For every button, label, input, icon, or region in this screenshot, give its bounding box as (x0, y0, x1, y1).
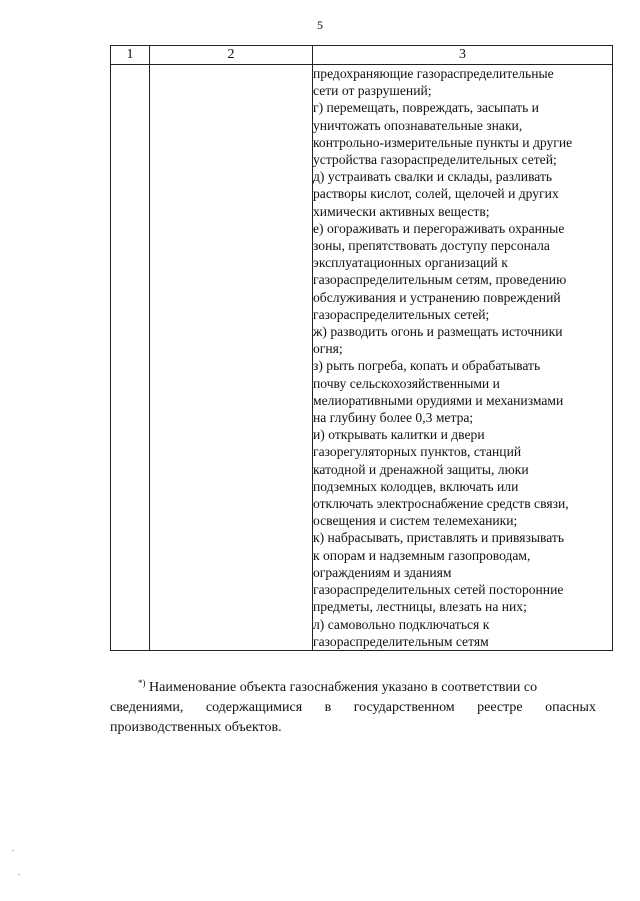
text-line: и) открывать калитки и двери (313, 427, 485, 443)
text-line: на глубину более 0,3 метра; (313, 410, 474, 426)
footnote-word: содержащимися (205, 700, 303, 715)
text-line: предметы, лестницы, влезать на них; (313, 599, 527, 615)
text-line: е) огораживать и перегораживать охранные (313, 220, 565, 236)
footnote-word: реестре (477, 700, 523, 715)
footnote-word: в (324, 700, 332, 715)
footnote-line-3: производственных объектов. (110, 720, 282, 735)
text-line: г) перемещать, повреждать, засыпать и (313, 100, 539, 116)
column-header-1: 1 (111, 46, 150, 65)
column-1-cell (111, 65, 150, 651)
text-line: предохраняющие газораспределительные (313, 66, 554, 81)
scan-artifact (18, 874, 20, 875)
text-line: сети от разрушений; (313, 83, 432, 99)
footnote-line-1 (110, 673, 596, 698)
text-line: газорегуляторных пунктов, станций (313, 444, 522, 460)
text-line: химически активных веществ; (313, 203, 490, 219)
text-line: отключать электроснабжение средств связи, (313, 496, 569, 512)
text-line: контрольно-измерительные пункты и другие (313, 134, 573, 150)
text-line: огня; (313, 341, 343, 357)
text-line: подземных колодцев, включать или (313, 478, 519, 494)
text-line: эксплуатационных организаций к (313, 255, 508, 271)
column-header-2: 2 (150, 46, 313, 65)
text-line: ограждениям и зданиям (313, 564, 452, 580)
text-line: устройства газораспределительных сетей; (313, 152, 557, 168)
page-number: 5 (317, 18, 323, 32)
footnote-word: сведениями, (110, 700, 184, 715)
text-line: почву сельскохозяйственными и (313, 375, 500, 391)
footnote-line-2 (110, 698, 596, 718)
text-line: газораспределительных сетей посторонние (313, 582, 564, 598)
column-3-cell (313, 65, 613, 651)
footnote-word: государственном (353, 700, 455, 715)
text-line: ж) разводить огонь и размещать источники (313, 324, 563, 340)
text-line: газораспределительных сетей; (313, 306, 490, 322)
text-line: к опорам и надземным газопроводам, (313, 547, 531, 563)
text-line: газораспределительным сетям, проведению (313, 272, 567, 288)
requirements-table (110, 45, 613, 651)
text-line: газораспределительным сетям (313, 633, 489, 649)
scan-artifact (12, 850, 14, 851)
footnote-marker: *) (138, 678, 146, 688)
text-line: катодной и дренажной защиты, люки (313, 461, 529, 477)
text-line: растворы кислот, солей, щелочей и других (313, 186, 559, 202)
column-header-3: 3 (313, 46, 613, 65)
text-line: уничтожать опознавательные знаки, (313, 117, 523, 133)
text-line: з) рыть погреба, копать и обрабатывать (313, 358, 541, 374)
column-2-cell (150, 65, 313, 651)
table-header-row (111, 46, 613, 65)
footnote-text-1: Наименование объекта газоснабжения указано в соответствии со (149, 680, 538, 695)
footnote-word: опасных (545, 700, 596, 715)
text-line: мелиоративными орудиями и механизмами (313, 392, 564, 408)
text-line: д) устраивать свалки и склады, разливать (313, 169, 553, 185)
text-line: зоны, препятствовать доступу персонала (313, 238, 550, 254)
text-line: освещения и систем телемеханики; (313, 513, 518, 529)
text-line: обслуживания и устранению повреждений (313, 289, 561, 305)
footnote (110, 673, 596, 738)
text-line: л) самовольно подключаться к (313, 616, 490, 632)
table-row (111, 65, 613, 651)
text-line: к) набрасывать, приставлять и привязывать (313, 530, 565, 546)
